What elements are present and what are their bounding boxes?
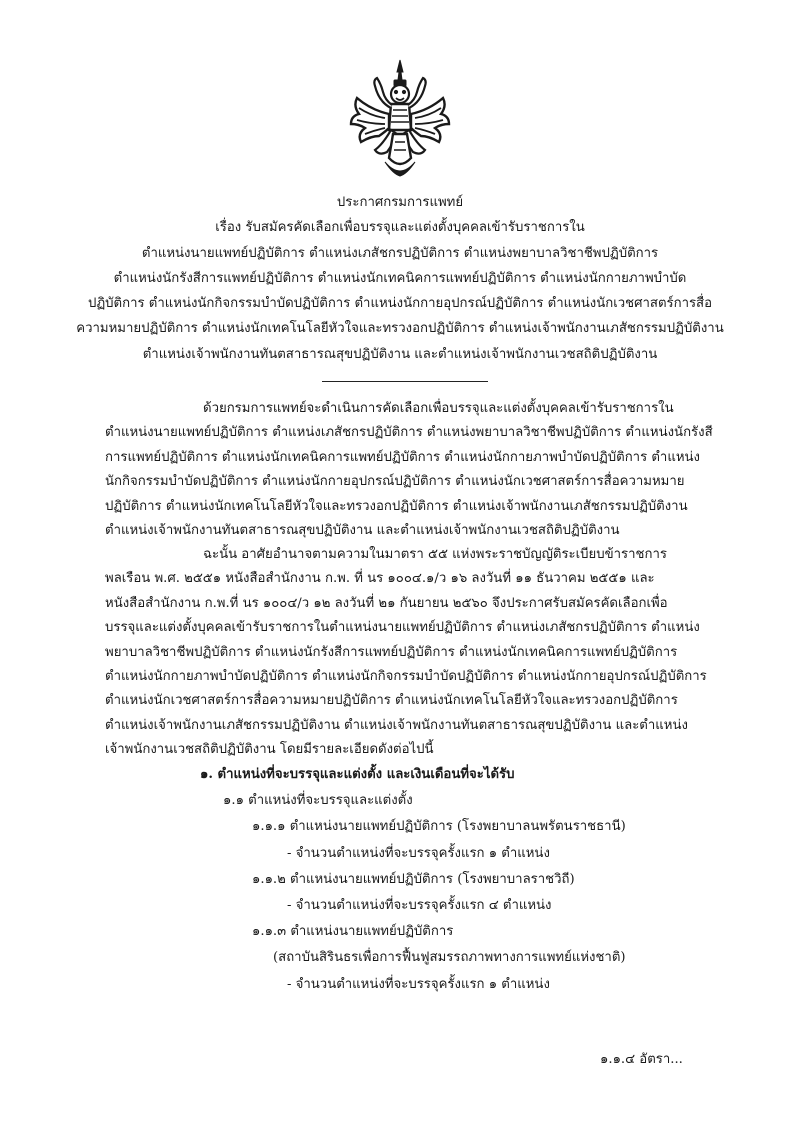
announcement-subject-line: เรื่อง รับสมัครคัดเลือกเพื่อบรรจุและแต่งตั้งบุคคลเข้ารับราชการใน [215, 220, 585, 236]
position-organization: (สถาบันสิรินธรเพื่อการฟื้นฟูสมรรถภาพทางการแพทย์แห่งชาติ) [273, 950, 626, 966]
header-divider [322, 381, 488, 382]
announcement-header [60, 190, 740, 367]
paragraph-line: ตำแหน่งนักกายภาพบำบัดปฏิบัติการ ตำแหน่งนักกิจกรรมบำบัดปฏิบัติการ ตำแหน่งนักกายอุปกรณ์ปฏิบัติการ [105, 669, 707, 685]
positions-outline [105, 762, 720, 998]
continuation-marker: ๑.๑.๔ อัตรา... [600, 1052, 683, 1067]
position-count: - จำนวนตำแหน่งที่จะบรรจุครั้งแรก ๑ ตำแหน่ง [287, 976, 550, 992]
paragraph-line: การแพทย์ปฏิบัติการ ตำแหน่งนักเทคนิคการแพทย์ปฏิบัติการ ตำแหน่งนักกายภาพบำบัดปฏิบัติการ ตำแหน่ง [105, 449, 700, 465]
announcement-subject-line: ปฏิบัติการ ตำแหน่งนักกิจกรรมบำบัดปฏิบัติการ ตำแหน่งนักกายอุปกรณ์ปฏิบัติการ ตำแหน่งนักเวชศาสตร์การสื่อ [87, 296, 713, 312]
paragraph-line: นักกิจกรรมบำบัดปฏิบัติการ ตำแหน่งนักกายอุปกรณ์ปฏิบัติการ ตำแหน่งนักเวชศาสตร์การสื่อความหมาย [105, 474, 685, 490]
paragraph-line: พยาบาลวิชาชีพปฏิบัติการ ตำแหน่งนักรังสีการแพทย์ปฏิบัติการ ตำแหน่งนักเทคนิคการแพทย์ปฏิบัติการ [105, 644, 678, 660]
garuda-emblem-icon [345, 58, 455, 180]
paragraph-line: ฉะนั้น อาศัยอำนาจตามความในมาตรา ๕๕ แห่งพระราชบัญญัติระเบียบข้าราชการ [203, 547, 667, 562]
paragraph-line: ตำแหน่งเจ้าพนักงานทันตสาธารณสุขปฏิบัติงาน และตำแหน่งเจ้าพนักงานเวชสถิติปฏิบัติงาน [105, 523, 620, 539]
authority-paragraph [105, 543, 720, 763]
section-heading: ๑. ตำแหน่งที่จะบรรจุและแต่งตั้ง และเงินเดือนที่จะได้รับ [200, 767, 515, 782]
paragraph-line: ตำแหน่งนายแพทย์ปฏิบัติการ ตำแหน่งเภสัชกรปฏิบัติการ ตำแหน่งพยาบาลวิชาชีพปฏิบัติการ ตำแหน่งนักรังสี [105, 425, 713, 441]
paragraph-line: ตำแหน่งเจ้าพนักงานเภสัชกรรมปฏิบัติงาน ตำแหน่งเจ้าพนักงานทันตสาธารณสุขปฏิบัติงาน และตำแหน่ง [105, 717, 688, 733]
announcement-subject-line: ตำแหน่งนายแพทย์ปฏิบัติการ ตำแหน่งเภสัชกรปฏิบัติการ ตำแหน่งพยาบาลวิชาชีพปฏิบัติการ [141, 245, 659, 261]
garuda-emblem-icon-graphic [345, 58, 455, 180]
paragraph-line: หนังสือสำนักงาน ก.พ.ที่ นร ๑๐๐๔/ว ๑๒ ลงวันที่ ๒๑ กันยายน ๒๕๖๐ จึงประกาศรับสมัครคัดเลือกเพื่อ [105, 595, 668, 611]
paragraph-line: บรรจุและแต่งตั้งบุคคลเข้ารับราชการในตำแหน่งนายแพทย์ปฏิบัติการ ตำแหน่งเภสัชกรปฏิบัติการ ตำแหน่ง [105, 620, 700, 636]
position-item: ๑.๑.๑ ตำแหน่งนายแพทย์ปฏิบัติการ (โรงพยาบาลนพรัตนราชธานี) [252, 819, 626, 835]
paragraph-line: เจ้าพนักงานเวชสถิติปฏิบัติงาน โดยมีรายละเอียดดังต่อไปนี้ [105, 742, 434, 758]
paragraph-line: ตำแหน่งนักเวชศาสตร์การสื่อความหมายปฏิบัติการ ตำแหน่งนักเทคโนโลยีหัวใจและทรวงอกปฏิบัติการ [105, 693, 678, 709]
intro-paragraph [105, 397, 720, 543]
paragraph-line: พลเรือน พ.ศ. ๒๕๕๑ หนังสือสำนักงาน ก.พ. ที่ นร ๑๐๐๔.๑/ว ๑๖ ลงวันที่ ๑๑ ธันวาคม ๒๕๕๑ และ [105, 571, 655, 587]
announcement-subject-line: ความหมายปฏิบัติการ ตำแหน่งนักเทคโนโลยีหัวใจและทรวงอกปฏิบัติการ ตำแหน่งเจ้าพนักงานเภสัชกรรมปฏิบัติงาน [76, 321, 724, 337]
paragraph-line: ปฏิบัติการ ตำแหน่งนักเทคโนโลยีหัวใจและทรวงอกปฏิบัติการ ตำแหน่งเจ้าพนักงานเภสัชกรรมปฏิบัติงาน [105, 498, 688, 514]
paragraph-line: ด้วยกรมการแพทย์จะดำเนินการคัดเลือกเพื่อบรรจุและแต่งตั้งบุคคลเข้ารับราชการใน [203, 401, 674, 416]
announcement-subject-line: ตำแหน่งเจ้าพนักงานทันตสาธารณสุขปฏิบัติงาน และตำแหน่งเจ้าพนักงานเวชสถิติปฏิบัติงาน [142, 346, 658, 362]
position-item: ๑.๑.๓ ตำแหน่งนายแพทย์ปฏิบัติการ [252, 924, 454, 940]
subsection-heading: ๑.๑ ตำแหน่งที่จะบรรจุและแต่งตั้ง [223, 793, 413, 809]
position-count: - จำนวนตำแหน่งที่จะบรรจุครั้งแรก ๑ ตำแหน่ง [287, 845, 550, 861]
announcement-subject-line: ตำแหน่งนักรังสีการแพทย์ปฏิบัติการ ตำแหน่งนักเทคนิคการแพทย์ปฏิบัติการ ตำแหน่งนักกายภาพบำบัด [113, 270, 687, 286]
position-item: ๑.๑.๒ ตำแหน่งนายแพทย์ปฏิบัติการ (โรงพยาบาลราชวิถี) [252, 871, 575, 887]
announcement-issuer: ประกาศกรมการแพทย์ [336, 195, 464, 210]
position-count: - จำนวนตำแหน่งที่จะบรรจุครั้งแรก ๔ ตำแหน่ง [287, 898, 552, 914]
